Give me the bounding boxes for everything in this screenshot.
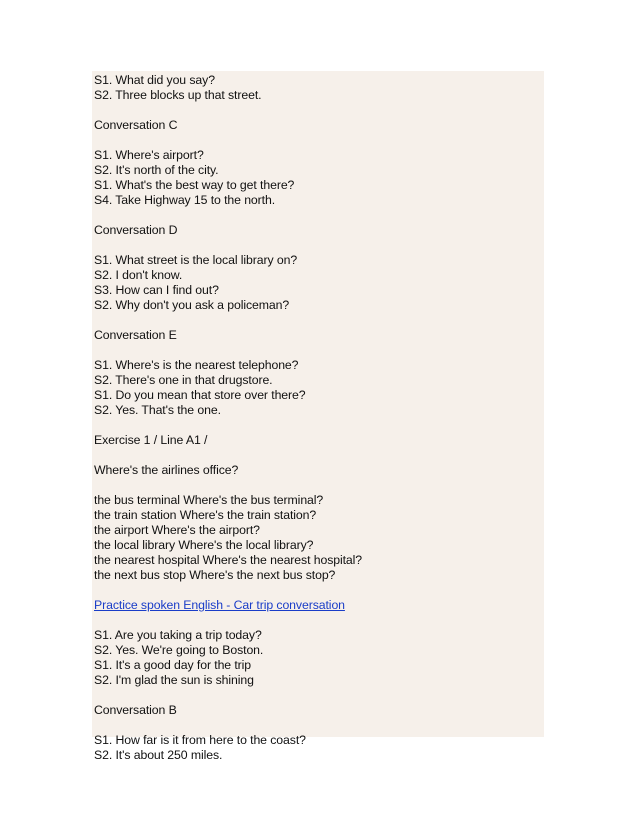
car-trip-conversation-link[interactable]: Practice spoken English - Car trip conversation [94, 598, 345, 612]
text-line: S1. How far is it from here to the coast? [94, 733, 306, 747]
text-line: S2. There's one in that drugstore. [94, 373, 273, 387]
paragraph-gap [94, 688, 540, 703]
text-line: S4. Take Highway 15 to the north. [94, 193, 276, 207]
text-line: the train station Where's the train station? [94, 508, 317, 522]
text-line: S2. Why don't you ask a policeman? [94, 298, 290, 312]
text-line: Where's the airlines office? [94, 463, 239, 477]
document-content [94, 73, 540, 763]
text-line: Exercise 1 / Line A1 / [94, 433, 208, 447]
paragraph-gap [94, 613, 540, 628]
text-line: S2. Yes. We're going to Boston. [94, 643, 264, 657]
text-line: S1. What did you say? [94, 73, 215, 87]
text-line: Conversation C [94, 118, 178, 132]
text-line: S2. Yes. That's the one. [94, 403, 221, 417]
text-line: S1. Where's is the nearest telephone? [94, 358, 299, 372]
paragraph-gap [94, 718, 540, 733]
text-line: S1. What's the best way to get there? [94, 178, 295, 192]
paragraph-gap [94, 103, 540, 118]
text-line: S2. It's about 250 miles. [94, 748, 223, 762]
paragraph-gap [94, 418, 540, 433]
text-line: the local library Where's the local library? [94, 538, 314, 552]
text-line: the nearest hospital Where's the nearest hospital? [94, 553, 363, 567]
paragraph-gap [94, 448, 540, 463]
paragraph-gap [94, 238, 540, 253]
text-line: S2. I don't know. [94, 268, 183, 282]
paragraph-gap [94, 478, 540, 493]
paragraph-gap [94, 208, 540, 223]
paragraph-gap [94, 133, 540, 148]
text-line: Conversation D [94, 223, 178, 237]
text-line: S1. Where's airport? [94, 148, 204, 162]
paragraph-gap [94, 313, 540, 328]
link-line [94, 598, 540, 613]
text-line: the bus terminal Where's the bus terminal? [94, 493, 324, 507]
text-line: S1. Do you mean that store over there? [94, 388, 306, 402]
text-line: the airport Where's the airport? [94, 523, 260, 537]
text-line: the next bus stop Where's the next bus stop? [94, 568, 336, 582]
text-line: S2. It's north of the city. [94, 163, 219, 177]
text-line: S2. Three blocks up that street. [94, 88, 262, 102]
text-line: S1. What street is the local library on? [94, 253, 298, 267]
text-line: S2. I'm glad the sun is shining [94, 673, 254, 687]
paragraph-gap [94, 583, 540, 598]
text-line: S1. Are you taking a trip today? [94, 628, 262, 642]
text-line: S1. It's a good day for the trip [94, 658, 252, 672]
text-line: S3. How can I find out? [94, 283, 219, 297]
text-line: Conversation E [94, 328, 177, 342]
paragraph-gap [94, 343, 540, 358]
text-line: Conversation B [94, 703, 177, 717]
